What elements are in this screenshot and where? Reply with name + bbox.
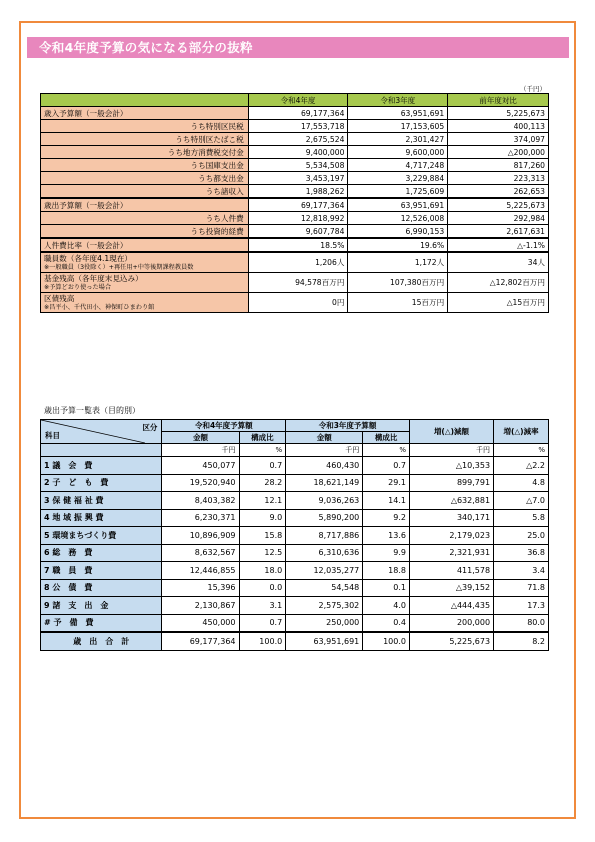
budget-row-r4: 3,453,197 bbox=[248, 172, 348, 185]
expense-diff: △10,353 bbox=[409, 457, 493, 475]
budget-row-r4: 5,534,508 bbox=[248, 159, 348, 172]
expense-category: # 予 備 費 bbox=[41, 614, 162, 632]
budget-row bbox=[41, 146, 549, 159]
fund-r4: 94,578百万円 bbox=[248, 273, 348, 293]
expense-rate: 5.8 bbox=[494, 509, 549, 527]
staff-r4: 1,206人 bbox=[248, 252, 348, 273]
fund-note: ※予算どおり使った場合 bbox=[44, 283, 112, 291]
budget-row-r4: 17,553,718 bbox=[248, 120, 348, 133]
header-corner bbox=[41, 420, 162, 444]
fund-r3: 107,380百万円 bbox=[348, 273, 448, 293]
staff-label-text: 職員数（各年度4.1現在） bbox=[44, 253, 133, 263]
budget-summary-table bbox=[40, 93, 549, 313]
budget-row-r4: 9,400,000 bbox=[248, 146, 348, 159]
budget-row-r4: 1,988,262 bbox=[248, 185, 348, 199]
expense-row bbox=[41, 579, 549, 597]
expense-r4: 8,403,382 bbox=[162, 492, 239, 510]
expense-diff: 2,179,023 bbox=[409, 527, 493, 545]
fund-label-text: 基金残高（各年度末見込み） bbox=[44, 273, 143, 283]
budget-row-r3: 9,600,000 bbox=[348, 146, 448, 159]
expense-r3: 9,036,263 bbox=[286, 492, 363, 510]
budget-row bbox=[41, 212, 549, 225]
staff-r3: 1,172人 bbox=[348, 252, 448, 273]
total-r4p: 100.0 bbox=[239, 632, 286, 650]
budget-row bbox=[41, 133, 549, 146]
budget-row bbox=[41, 198, 549, 212]
expense-table bbox=[40, 419, 549, 651]
budget-row-label: うち特別区民税 bbox=[41, 120, 249, 133]
expense-r3-ratio: 13.6 bbox=[363, 527, 410, 545]
expense-r3: 2,575,302 bbox=[286, 597, 363, 615]
budget-row bbox=[41, 159, 549, 172]
expense-row bbox=[41, 562, 549, 580]
col-r3-ratio: 構成比 bbox=[363, 432, 410, 444]
budget-row bbox=[41, 172, 549, 185]
unit-r4p: % bbox=[239, 444, 286, 457]
budget-row-label: うち国庫支出金 bbox=[41, 159, 249, 172]
debt-r3: 15百万円 bbox=[348, 293, 448, 313]
total-label: 歳 出 合 計 bbox=[41, 632, 162, 650]
col-r4-ratio: 構成比 bbox=[239, 432, 286, 444]
units-blank bbox=[41, 444, 162, 457]
unit-r4: 千円 bbox=[162, 444, 239, 457]
budget-row-diff: 262,653 bbox=[448, 185, 549, 199]
expense-category: 6 総 務 費 bbox=[41, 544, 162, 562]
expense-category: 3 保 健 福 祉 費 bbox=[41, 492, 162, 510]
expense-category: 4 地 域 振 興 費 bbox=[41, 509, 162, 527]
col-r3-amount: 金額 bbox=[286, 432, 363, 444]
budget-row-diff: 2,617,631 bbox=[448, 225, 549, 239]
budget-row-r3: 4,717,248 bbox=[348, 159, 448, 172]
expense-r3-ratio: 29.1 bbox=[363, 474, 410, 492]
expense-r3: 6,310,636 bbox=[286, 544, 363, 562]
budget-row-r4: 2,675,524 bbox=[248, 133, 348, 146]
expense-r3: 250,000 bbox=[286, 614, 363, 632]
expense-r4: 6,230,371 bbox=[162, 509, 239, 527]
expense-r3-ratio: 18.8 bbox=[363, 562, 410, 580]
expense-r3: 5,890,200 bbox=[286, 509, 363, 527]
col-rate: 増(△)減率 bbox=[494, 420, 549, 444]
expense-r4-ratio: 28.2 bbox=[239, 474, 286, 492]
budget-row bbox=[41, 107, 549, 120]
budget-row-r3: 63,951,691 bbox=[348, 107, 448, 120]
budget-row-r3: 17,153,605 bbox=[348, 120, 448, 133]
budget-row-r4: 9,607,784 bbox=[248, 225, 348, 239]
expense-r4-ratio: 0.0 bbox=[239, 579, 286, 597]
budget-row-label: うち地方消費税交付金 bbox=[41, 146, 249, 159]
expense-r4: 450,077 bbox=[162, 457, 239, 475]
fund-label bbox=[41, 273, 249, 293]
budget-row-r4: 18.5% bbox=[248, 238, 348, 252]
expense-diff: 411,578 bbox=[409, 562, 493, 580]
expense-rate: 25.0 bbox=[494, 527, 549, 545]
expense-r3: 460,430 bbox=[286, 457, 363, 475]
expense-category: 1 議 会 費 bbox=[41, 457, 162, 475]
budget-row-r4: 69,177,364 bbox=[248, 107, 348, 120]
expense-diff: 200,000 bbox=[409, 614, 493, 632]
expense-r3-ratio: 9.2 bbox=[363, 509, 410, 527]
budget-row-label: うち投資的経費 bbox=[41, 225, 249, 239]
budget-row-diff: 292,984 bbox=[448, 212, 549, 225]
staff-label bbox=[41, 252, 249, 273]
budget-row-diff: 400,113 bbox=[448, 120, 549, 133]
expense-r3-ratio: 0.4 bbox=[363, 614, 410, 632]
expense-r4: 15,396 bbox=[162, 579, 239, 597]
debt-note: ※昌平小、千代田小、神保町ひまわり館 bbox=[44, 303, 155, 311]
budget-row-diff: 817,260 bbox=[448, 159, 549, 172]
expense-category: 5 環境まちづくり費 bbox=[41, 527, 162, 545]
group-r4: 令和4年度予算額 bbox=[162, 420, 286, 432]
expense-r4: 450,000 bbox=[162, 614, 239, 632]
budget-row bbox=[41, 185, 549, 199]
staff-diff: 34人 bbox=[448, 252, 549, 273]
expense-row bbox=[41, 509, 549, 527]
expense-r4: 8,632,567 bbox=[162, 544, 239, 562]
expense-r4: 10,896,909 bbox=[162, 527, 239, 545]
expense-r3: 18,621,149 bbox=[286, 474, 363, 492]
page-title: 令和4年度予算の気になる部分の抜粋 bbox=[27, 37, 569, 58]
debt-label bbox=[41, 293, 249, 313]
expense-row bbox=[41, 492, 549, 510]
expense-r3: 54,548 bbox=[286, 579, 363, 597]
fund-row bbox=[41, 273, 549, 293]
total-diff: 5,225,673 bbox=[409, 632, 493, 650]
budget-row-diff: △-1.1% bbox=[448, 238, 549, 252]
expense-row bbox=[41, 544, 549, 562]
budget-row-diff: 5,225,673 bbox=[448, 198, 549, 212]
budget-row-r4: 12,818,992 bbox=[248, 212, 348, 225]
debt-r4: 0円 bbox=[248, 293, 348, 313]
unit-diff: 千円 bbox=[409, 444, 493, 457]
debt-diff: △15百万円 bbox=[448, 293, 549, 313]
expense-diff: △632,881 bbox=[409, 492, 493, 510]
expense-r3: 8,717,886 bbox=[286, 527, 363, 545]
corner-bottom-label: 科目 bbox=[45, 431, 60, 440]
expense-r4: 2,130,867 bbox=[162, 597, 239, 615]
budget-row bbox=[41, 238, 549, 252]
budget-row-r3: 6,990,153 bbox=[348, 225, 448, 239]
expense-rate: 36.8 bbox=[494, 544, 549, 562]
budget-row-label: うち特別区たばこ税 bbox=[41, 133, 249, 146]
budget-row-diff: 223,313 bbox=[448, 172, 549, 185]
corner-top-label: 区分 bbox=[142, 423, 158, 432]
debt-row bbox=[41, 293, 549, 313]
expense-diff: 340,171 bbox=[409, 509, 493, 527]
expense-category: 9 諸 支 出 金 bbox=[41, 597, 162, 615]
expense-r4-ratio: 0.7 bbox=[239, 614, 286, 632]
expense-r4-ratio: 0.7 bbox=[239, 457, 286, 475]
budget-row-r3: 2,301,427 bbox=[348, 133, 448, 146]
expense-row bbox=[41, 457, 549, 475]
budget-row bbox=[41, 225, 549, 239]
expense-category: 2 子 ど も 費 bbox=[41, 474, 162, 492]
header-diff: 前年度対比 bbox=[448, 94, 549, 107]
expense-row bbox=[41, 597, 549, 615]
expense-diff: 899,791 bbox=[409, 474, 493, 492]
expense-r3-ratio: 0.1 bbox=[363, 579, 410, 597]
budget-row-label: うち諸収入 bbox=[41, 185, 249, 199]
expense-diff: △444,435 bbox=[409, 597, 493, 615]
budget-row-r3: 63,951,691 bbox=[348, 198, 448, 212]
total-r3: 63,951,691 bbox=[286, 632, 363, 650]
budget-row-label: 人件費比率（一般会計） bbox=[41, 238, 249, 252]
budget-row-r4: 69,177,364 bbox=[248, 198, 348, 212]
total-r4: 69,177,364 bbox=[162, 632, 239, 650]
total-r3p: 100.0 bbox=[363, 632, 410, 650]
expense-r4-ratio: 3.1 bbox=[239, 597, 286, 615]
expense-rate: △2.2 bbox=[494, 457, 549, 475]
budget-row-label: 歳入予算額（一般会計） bbox=[41, 107, 249, 120]
expense-r4-ratio: 15.8 bbox=[239, 527, 286, 545]
budget-row-r3: 12,526,008 bbox=[348, 212, 448, 225]
total-rate: 8.2 bbox=[494, 632, 549, 650]
expense-r4: 19,520,940 bbox=[162, 474, 239, 492]
budget-row-r3: 19.6% bbox=[348, 238, 448, 252]
expense-r3-ratio: 0.7 bbox=[363, 457, 410, 475]
header-r4: 令和4年度 bbox=[248, 94, 348, 107]
budget-header-row bbox=[41, 94, 549, 107]
col-diff: 増(△)減額 bbox=[409, 420, 493, 444]
budget-row-r3: 3,229,884 bbox=[348, 172, 448, 185]
expense-row bbox=[41, 474, 549, 492]
budget-row-diff: 5,225,673 bbox=[448, 107, 549, 120]
fund-diff: △12,802百万円 bbox=[448, 273, 549, 293]
total-row bbox=[41, 632, 549, 650]
expense-diff: 2,321,931 bbox=[409, 544, 493, 562]
expense-r4-ratio: 9.0 bbox=[239, 509, 286, 527]
expense-rate: 4.8 bbox=[494, 474, 549, 492]
budget-row-diff: 374,097 bbox=[448, 133, 549, 146]
expense-r3: 12,035,277 bbox=[286, 562, 363, 580]
expense-rate: 3.4 bbox=[494, 562, 549, 580]
expense-rate: 71.8 bbox=[494, 579, 549, 597]
staff-row bbox=[41, 252, 549, 273]
staff-note: ※一般職員（3役除く）+再任用+中等後期課程教員数 bbox=[44, 263, 194, 271]
expense-category: 7 職 員 費 bbox=[41, 562, 162, 580]
unit-note: （千円） bbox=[520, 85, 546, 93]
unit-r3: 千円 bbox=[286, 444, 363, 457]
budget-row-label: うち人件費 bbox=[41, 212, 249, 225]
expense-row bbox=[41, 527, 549, 545]
expense-rate: 17.3 bbox=[494, 597, 549, 615]
expense-r3-ratio: 9.9 bbox=[363, 544, 410, 562]
unit-r3p: % bbox=[363, 444, 410, 457]
units-row bbox=[41, 444, 549, 457]
expense-r4: 12,446,855 bbox=[162, 562, 239, 580]
expense-rate: △7.0 bbox=[494, 492, 549, 510]
unit-rate: % bbox=[494, 444, 549, 457]
expense-diff: △39,152 bbox=[409, 579, 493, 597]
expense-rate: 80.0 bbox=[494, 614, 549, 632]
budget-row-label: 歳出予算額（一般会計） bbox=[41, 198, 249, 212]
group-r3: 令和3年度予算額 bbox=[286, 420, 410, 432]
expense-r3-ratio: 4.0 bbox=[363, 597, 410, 615]
expense-r3-ratio: 14.1 bbox=[363, 492, 410, 510]
budget-row bbox=[41, 120, 549, 133]
header-blank bbox=[41, 94, 249, 107]
expense-r4-ratio: 12.1 bbox=[239, 492, 286, 510]
col-r4-amount: 金額 bbox=[162, 432, 239, 444]
expense-r4-ratio: 12.5 bbox=[239, 544, 286, 562]
budget-row-r3: 1,725,609 bbox=[348, 185, 448, 199]
expense-r4-ratio: 18.0 bbox=[239, 562, 286, 580]
budget-row-label: うち都支出金 bbox=[41, 172, 249, 185]
expense-category: 8 公 債 費 bbox=[41, 579, 162, 597]
expense-row bbox=[41, 614, 549, 632]
debt-label-text: 区債残高 bbox=[44, 293, 75, 303]
budget-row-diff: △200,000 bbox=[448, 146, 549, 159]
expense-caption: 歳出予算一覧表（目的別） bbox=[44, 406, 140, 415]
expense-header-row-1 bbox=[41, 420, 549, 432]
header-r3: 令和3年度 bbox=[348, 94, 448, 107]
